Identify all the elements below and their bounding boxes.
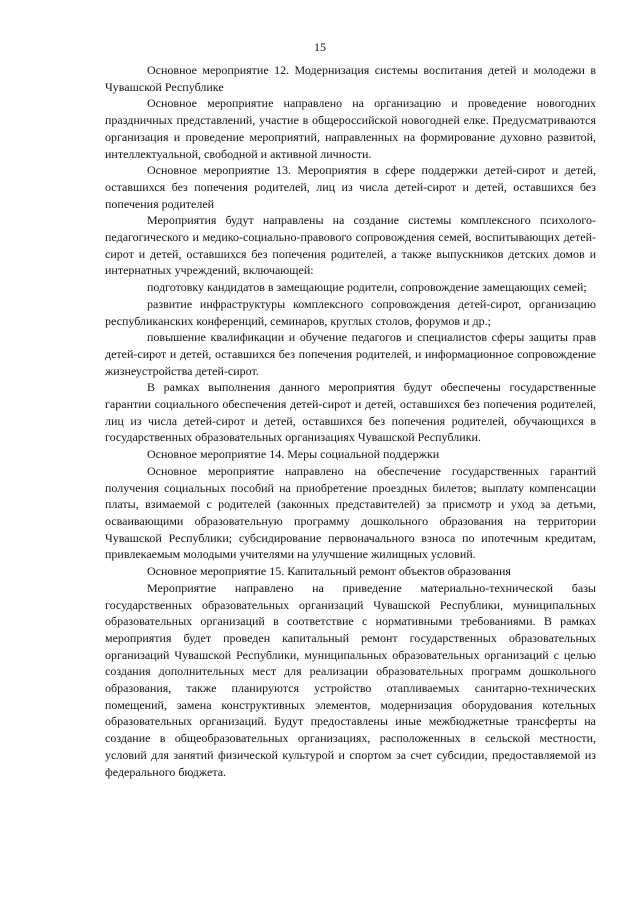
paragraph-state-guarantees: В рамках выполнения данного мероприятия будут обеспечены государственные гарантии социального обеспечения детей-сирот и детей, оставшихся без попечения родителей, лиц из числа детей-сирот и детей, оставшихся без попечения родителей, обучающихся в государственных образовательных организациях Чувашской Республики. xyxy=(105,380,596,445)
document-body xyxy=(105,62,596,780)
heading-activity-14: Основное мероприятие 14. Меры социальной поддержки xyxy=(147,447,440,462)
paragraph-activity-14-description: Основное мероприятие направлено на обеспечение государственных гарантий получения социальных пособий на приобретение проездных билетов; выплату компенсации платы, взимаемой с родителей (законных представителей) за присмотр и уход за детьми, осваивающими образовательную программу дошкольного образования на территории Чувашской Республики; субсидирование первоначального взноса по ипотечным кредитам, привлекаемым молодыми учителями на улучшение жилищных условий. xyxy=(105,463,596,562)
heading-activity-15: Основное мероприятие 15. Капитальный ремонт объектов образования xyxy=(147,564,511,579)
paragraph-activity-12-description: Основное мероприятие направлено на организацию и проведение новогодних праздничных представлений, участие в общероссийской новогодней елке. Предусматриваются организация и проведение мероприятий, направленных на формирование духовно развитой, интеллектуальной, свободной и активной личности. xyxy=(105,96,596,161)
list-item-qualification-improvement: повышение квалификации и обучение педагогов и специалистов сферы защиты прав детей-сирот и детей, оставшихся без попечения родителей, и информационное сопровождение жизнеустройства детей-сирот. xyxy=(105,330,596,378)
list-item-infrastructure-development: развитие инфраструктуры комплексного сопровождения детей-сирот, организацию республиканских конференций, семинаров, круглых столов, форумов и др.; xyxy=(105,296,596,328)
heading-activity-13: Основное мероприятие 13. Мероприятия в сфере поддержки детей-сирот и детей, оставшихся без попечения родителей, лиц из числа детей-сирот и детей, оставшихся без попечения родителей xyxy=(105,163,596,211)
paragraph-activity-13-description: Мероприятия будут направлены на создание системы комплексного психолого-педагогического и медико-социально-правового сопровождения семей, воспитывающих детей-сирот и детей, оставшихся без попечения родителей, а также выпускников детских домов и интернатных учреждений, включающей: xyxy=(105,213,596,278)
heading-activity-12: Основное мероприятие 12. Модернизация системы воспитания детей и молодежи в Чувашской Республике xyxy=(105,63,596,94)
paragraph-activity-15-description: Мероприятие направлено на приведение материально-технической базы государственных образовательных организаций Чувашской Республики, муниципальных образовательных организаций в соответствие с нормативными требованиями. В рамках мероприятия будет проведен капитальный ремонт государственных образовательных организаций Чувашской Республики, муниципальных образовательных организаций с целью создания дополнительных мест для реализации образовательных программ дошкольного образования, также планируются устройство отапливаемых санитарно-технических помещений, замена конструктивных элементов, модернизация оборудования котельных образовательных организаций. Будут предоставлены иные межбюджетные трансферты на создание в общеобразовательных организациях, расположенных в сельской местности, условий для занятий физической культурой и спортом за счет субсидии, предоставляемой из федерального бюджета. xyxy=(105,580,596,779)
list-item-candidate-training: подготовку кандидатов в замещающие родители, сопровождение замещающих семей; xyxy=(147,280,587,295)
page-number: 15 xyxy=(314,40,326,54)
